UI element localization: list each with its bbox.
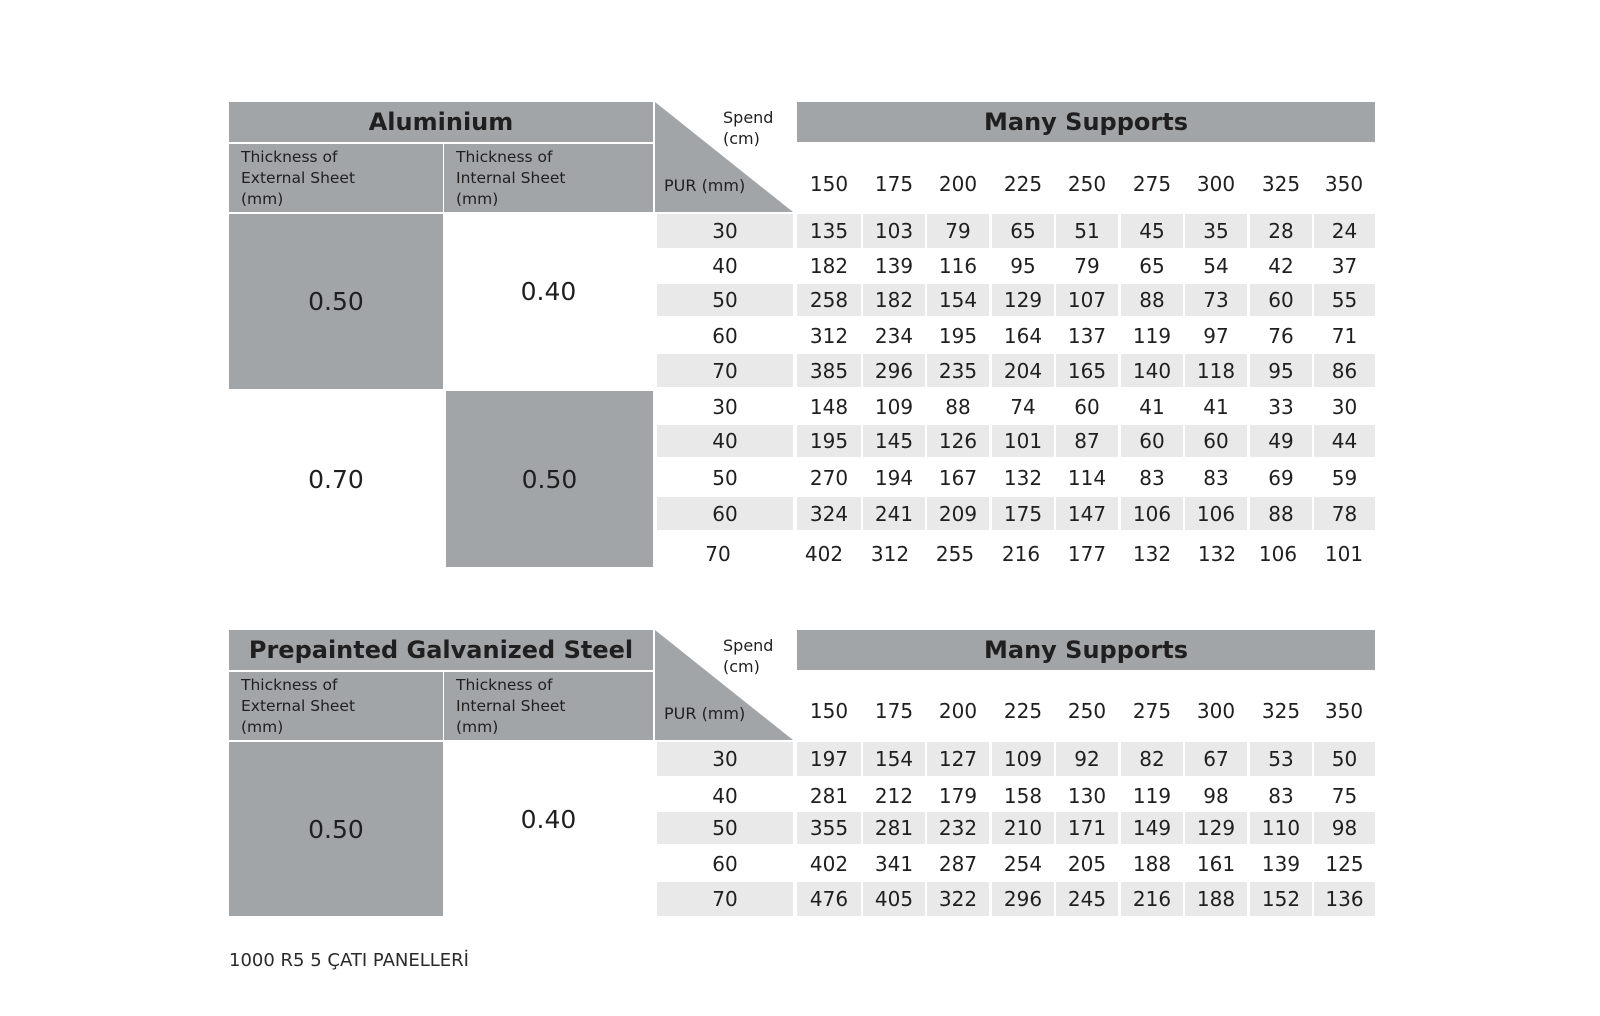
data-cell: 258 — [797, 284, 861, 316]
pur-value: 70 — [657, 354, 793, 387]
pur-value: 50 — [657, 284, 793, 316]
data-cell: 82 — [1121, 742, 1183, 776]
spend-line: (cm) — [723, 657, 760, 676]
many-supports-header: Many Supports — [797, 630, 1375, 670]
pur-value: 60 — [712, 852, 738, 876]
data-cell: 147 — [1056, 497, 1118, 530]
header-line: Thickness of — [241, 676, 338, 694]
data-cell: 145 — [863, 425, 925, 457]
data-cell: 30 — [1331, 395, 1358, 419]
data-cell: 312 — [809, 324, 849, 348]
data-cell: 92 — [1056, 742, 1118, 776]
data-cell: 324 — [797, 497, 861, 530]
data-cell: 210 — [992, 812, 1054, 844]
span-label: 350 — [1324, 699, 1364, 723]
header-line: Thickness of — [456, 676, 553, 694]
data-cell: 24 — [1314, 214, 1375, 248]
data-cell: 60 — [1074, 395, 1100, 419]
data-cell: 132 — [1132, 542, 1172, 566]
data-cell: 106 — [1258, 542, 1298, 566]
data-cell: 154 — [927, 284, 989, 316]
data-cell: 60 — [1185, 425, 1247, 457]
data-cell: 182 — [809, 254, 849, 278]
data-cell: 212 — [874, 784, 914, 808]
header-line: Thickness of — [456, 148, 553, 166]
data-cell: 83 — [1139, 466, 1165, 490]
data-cell: 35 — [1185, 214, 1247, 248]
data-cell: 119 — [1132, 324, 1172, 348]
data-cell: 116 — [938, 254, 978, 278]
data-cell: 44 — [1314, 425, 1375, 457]
data-cell: 83 — [1268, 784, 1294, 808]
data-cell: 194 — [874, 466, 914, 490]
data-cell: 140 — [1121, 354, 1183, 387]
span-label: 150 — [809, 699, 849, 723]
pur-value: 60 — [657, 497, 793, 530]
data-cell: 161 — [1196, 852, 1236, 876]
header-line: Internal Sheet — [456, 697, 566, 715]
data-cell: 71 — [1331, 324, 1358, 348]
data-cell: 296 — [992, 882, 1054, 916]
pur-value: 50 — [712, 466, 738, 490]
data-cell: 270 — [809, 466, 849, 490]
pur-value: 70 — [705, 542, 731, 566]
span-label: 275 — [1132, 172, 1172, 196]
spend-line: (cm) — [723, 129, 760, 148]
pur-value: 40 — [712, 784, 738, 808]
data-cell: 179 — [938, 784, 978, 808]
data-cell: 405 — [863, 882, 925, 916]
data-cell: 83 — [1203, 466, 1229, 490]
data-cell: 209 — [927, 497, 989, 530]
data-cell: 296 — [863, 354, 925, 387]
span-label: 200 — [938, 172, 978, 196]
data-cell: 197 — [797, 742, 861, 776]
span-label: 325 — [1261, 699, 1301, 723]
data-cell: 167 — [938, 466, 978, 490]
data-cell: 148 — [809, 395, 849, 419]
data-cell: 41 — [1203, 395, 1229, 419]
data-cell: 149 — [1121, 812, 1183, 844]
data-cell: 129 — [1185, 812, 1247, 844]
data-cell: 234 — [874, 324, 914, 348]
data-cell: 385 — [797, 354, 861, 387]
data-cell: 65 — [1139, 254, 1165, 278]
data-cell: 75 — [1331, 784, 1358, 808]
data-cell: 106 — [1185, 497, 1247, 530]
internal-thickness-cell: 0.40 — [520, 804, 577, 834]
header-line: (mm) — [456, 718, 499, 736]
data-cell: 341 — [874, 852, 914, 876]
data-cell: 65 — [992, 214, 1054, 248]
data-cell: 98 — [1314, 812, 1375, 844]
spend-label — [723, 107, 773, 149]
span-label: 150 — [809, 172, 849, 196]
data-cell: 110 — [1250, 812, 1312, 844]
data-cell: 109 — [992, 742, 1054, 776]
data-cell: 135 — [797, 214, 861, 248]
header-line: External Sheet — [241, 697, 356, 715]
internal-thickness-cell: 0.40 — [520, 277, 577, 306]
span-label: 175 — [874, 172, 914, 196]
data-cell: 232 — [927, 812, 989, 844]
footer-caption: 1000 R5 5 ÇATI PANELLERİ — [229, 950, 469, 971]
data-cell: 241 — [863, 497, 925, 530]
data-cell: 322 — [927, 882, 989, 916]
spend-label — [723, 635, 773, 677]
data-cell: 74 — [1010, 395, 1036, 419]
data-cell: 107 — [1056, 284, 1118, 316]
span-label: 350 — [1324, 172, 1364, 196]
data-cell: 130 — [1067, 784, 1107, 808]
data-cell: 152 — [1250, 882, 1312, 916]
external-thickness-cell: 0.70 — [308, 464, 364, 494]
data-cell: 188 — [1132, 852, 1172, 876]
data-cell: 195 — [797, 425, 861, 457]
data-cell: 59 — [1331, 466, 1358, 490]
data-cell: 281 — [809, 784, 849, 808]
data-cell: 101 — [1324, 542, 1364, 566]
data-cell: 139 — [874, 254, 914, 278]
data-cell: 287 — [938, 852, 978, 876]
span-label: 325 — [1261, 172, 1301, 196]
external-thickness-cell: 0.50 — [229, 214, 443, 389]
data-cell: 136 — [1314, 882, 1375, 916]
material-title: Prepainted Galvanized Steel — [229, 630, 653, 670]
data-cell: 50 — [1314, 742, 1375, 776]
data-cell: 60 — [1121, 425, 1183, 457]
data-cell: 139 — [1261, 852, 1301, 876]
data-cell: 54 — [1203, 254, 1229, 278]
data-cell: 79 — [1074, 254, 1100, 278]
data-cell: 205 — [1067, 852, 1107, 876]
data-cell: 60 — [1250, 284, 1312, 316]
data-cell: 95 — [1010, 254, 1036, 278]
header-line: (mm) — [241, 718, 284, 736]
header-line: (mm) — [241, 190, 284, 208]
pur-value: 30 — [657, 214, 793, 248]
span-label: 300 — [1196, 699, 1236, 723]
data-cell: 216 — [1001, 542, 1041, 566]
data-cell: 119 — [1132, 784, 1172, 808]
data-cell: 101 — [992, 425, 1054, 457]
data-cell: 103 — [863, 214, 925, 248]
data-cell: 45 — [1121, 214, 1183, 248]
spend-line: Spend — [723, 636, 774, 655]
data-cell: 69 — [1268, 466, 1294, 490]
data-cell: 126 — [927, 425, 989, 457]
pur-value: 70 — [657, 882, 793, 916]
data-cell: 33 — [1268, 395, 1294, 419]
data-cell: 88 — [945, 395, 971, 419]
data-cell: 158 — [1003, 784, 1043, 808]
material-title: Aluminium — [229, 102, 653, 142]
span-label: 300 — [1196, 172, 1236, 196]
data-cell: 87 — [1056, 425, 1118, 457]
external-thickness-cell: 0.50 — [229, 742, 443, 916]
data-cell: 41 — [1139, 395, 1165, 419]
data-cell: 73 — [1185, 284, 1247, 316]
data-cell: 402 — [804, 542, 844, 566]
internal-sheet-header — [444, 144, 653, 212]
data-cell: 118 — [1185, 354, 1247, 387]
pur-label: PUR (mm) — [664, 704, 746, 723]
data-cell: 79 — [927, 214, 989, 248]
span-label: 200 — [938, 699, 978, 723]
internal-sheet-header — [444, 672, 653, 740]
data-cell: 235 — [927, 354, 989, 387]
data-cell: 255 — [935, 542, 975, 566]
data-cell: 97 — [1203, 324, 1229, 348]
data-cell: 182 — [863, 284, 925, 316]
data-cell: 171 — [1056, 812, 1118, 844]
data-cell: 355 — [797, 812, 861, 844]
data-cell: 88 — [1121, 284, 1183, 316]
data-cell: 476 — [797, 882, 861, 916]
header-line: Thickness of — [241, 148, 338, 166]
span-label: 275 — [1132, 699, 1172, 723]
external-sheet-header — [229, 672, 443, 740]
data-cell: 204 — [992, 354, 1054, 387]
pur-value: 50 — [657, 812, 793, 844]
data-cell: 55 — [1314, 284, 1375, 316]
spend-line: Spend — [723, 108, 774, 127]
span-label: 250 — [1067, 699, 1107, 723]
pur-value: 40 — [712, 254, 738, 278]
data-cell: 195 — [938, 324, 978, 348]
data-cell: 86 — [1314, 354, 1375, 387]
many-supports-header: Many Supports — [797, 102, 1375, 142]
data-cell: 188 — [1185, 882, 1247, 916]
data-cell: 312 — [870, 542, 910, 566]
external-sheet-header — [229, 144, 443, 212]
data-cell: 51 — [1056, 214, 1118, 248]
data-cell: 42 — [1268, 254, 1294, 278]
data-cell: 165 — [1056, 354, 1118, 387]
data-cell: 129 — [992, 284, 1054, 316]
data-cell: 164 — [1003, 324, 1043, 348]
data-cell: 28 — [1250, 214, 1312, 248]
data-cell: 254 — [1003, 852, 1043, 876]
span-label: 225 — [1003, 699, 1043, 723]
span-label: 250 — [1067, 172, 1107, 196]
data-cell: 127 — [927, 742, 989, 776]
data-cell: 125 — [1325, 852, 1364, 876]
internal-thickness-cell: 0.50 — [446, 391, 653, 567]
data-cell: 137 — [1067, 324, 1107, 348]
pur-value: 30 — [712, 395, 738, 419]
pur-value: 60 — [712, 324, 738, 348]
span-label: 175 — [874, 699, 914, 723]
data-cell: 402 — [809, 852, 849, 876]
data-cell: 78 — [1314, 497, 1375, 530]
data-cell: 216 — [1121, 882, 1183, 916]
pur-value: 30 — [657, 742, 793, 776]
data-cell: 106 — [1121, 497, 1183, 530]
data-cell: 114 — [1067, 466, 1107, 490]
data-cell: 154 — [863, 742, 925, 776]
data-cell: 132 — [1197, 542, 1237, 566]
header-line: External Sheet — [241, 169, 356, 187]
data-cell: 245 — [1056, 882, 1118, 916]
data-cell: 67 — [1185, 742, 1247, 776]
data-cell: 37 — [1331, 254, 1358, 278]
data-cell: 281 — [863, 812, 925, 844]
data-cell: 177 — [1067, 542, 1107, 566]
data-cell: 95 — [1250, 354, 1312, 387]
header-line: (mm) — [456, 190, 499, 208]
data-cell: 98 — [1203, 784, 1229, 808]
pur-value: 40 — [657, 425, 793, 457]
data-cell: 53 — [1250, 742, 1312, 776]
data-cell: 132 — [1003, 466, 1043, 490]
data-cell: 109 — [874, 395, 914, 419]
data-cell: 175 — [992, 497, 1054, 530]
header-line: Internal Sheet — [456, 169, 566, 187]
data-cell: 88 — [1250, 497, 1312, 530]
data-cell: 49 — [1250, 425, 1312, 457]
span-label: 225 — [1003, 172, 1043, 196]
data-cell: 76 — [1268, 324, 1294, 348]
pur-label: PUR (mm) — [664, 176, 746, 195]
